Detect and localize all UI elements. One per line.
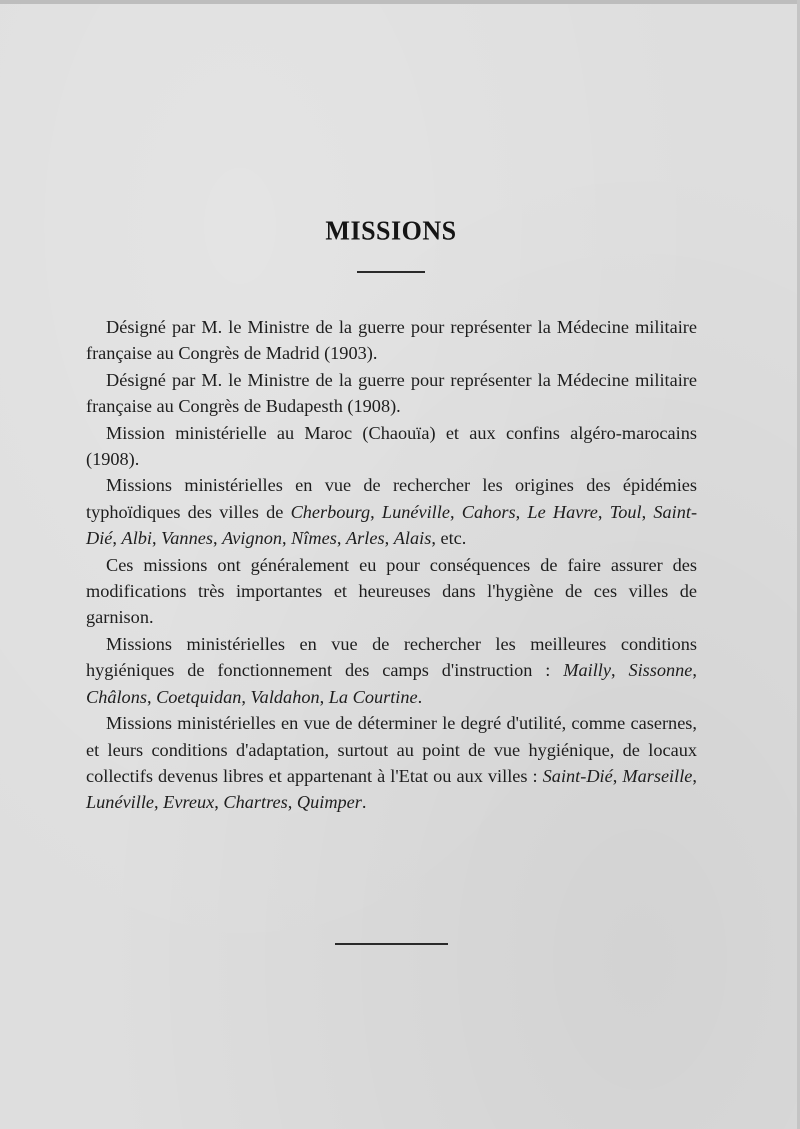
- paragraph: [86, 314, 697, 367]
- place-name: Vannes: [161, 528, 213, 549]
- text-segment: Mission ministérielle au Maroc (Chaouïa) et aux confins algéro-marocains (1908).: [86, 422, 697, 470]
- place-name: Cahors: [461, 501, 516, 522]
- text-segment: Ces missions ont généralement eu pour conséquences de faire assurer des modifications très importantes et heureuses dans l'hygiène de ces villes de garnison.: [86, 554, 697, 628]
- text-segment: ,: [641, 501, 654, 522]
- paragraph: [86, 472, 697, 551]
- body-text: [86, 314, 697, 816]
- page-title: MISSIONS: [325, 215, 457, 246]
- place-name: Châlons: [86, 686, 147, 707]
- place-name: Cherbourg: [290, 501, 371, 522]
- text-segment: ,: [449, 501, 462, 522]
- text-segment: Missions ministérielles en vue de rechercher les origines des épidémies typhoïdiques des villes de: [86, 475, 697, 522]
- text-segment: , etc.: [431, 528, 467, 549]
- title-rule: [357, 271, 425, 273]
- text-segment: Désigné par M. le Ministre de la guerre pour représenter la Médecine militaire française au Congrès de Budapesth (1908).: [86, 369, 697, 417]
- text-segment: ,: [214, 792, 224, 813]
- text-segment: Missions ministérielles en vue de rechercher les meilleures conditions hygiéniques de fonctionnement des camps d'instruction :: [86, 633, 697, 681]
- place-name: Chartres: [223, 792, 288, 813]
- text-segment: ,: [370, 501, 382, 522]
- text-segment: ,: [112, 528, 122, 549]
- paragraph: [86, 631, 697, 710]
- text-segment: ,: [152, 528, 162, 549]
- text-segment: ,: [610, 660, 629, 681]
- place-name: Le Havre: [527, 501, 598, 522]
- place-name: Avignon: [222, 528, 283, 549]
- text-segment: ,: [287, 792, 297, 813]
- paragraph: [86, 367, 697, 420]
- text-segment: ,: [612, 765, 623, 786]
- text-segment: ,: [692, 660, 697, 681]
- place-name: Nîmes: [291, 528, 337, 549]
- text-segment: ,: [146, 686, 157, 707]
- text-segment: .: [417, 686, 423, 707]
- text-segment: ,: [384, 528, 394, 549]
- place-name: Coetquidan: [156, 686, 242, 707]
- place-name: Saint-Dié: [542, 765, 613, 786]
- place-name: Evreux: [163, 792, 215, 813]
- place-name: Alais: [393, 528, 432, 549]
- place-name: Lunéville: [381, 501, 450, 522]
- place-name: Arles: [346, 528, 385, 549]
- paragraph: [86, 552, 697, 631]
- place-name: La Courtine: [328, 686, 418, 707]
- place-name: Valdahon: [250, 686, 320, 707]
- text-segment: ,: [515, 501, 528, 522]
- text-segment: ,: [154, 792, 164, 813]
- paragraph: [86, 710, 697, 816]
- paragraph: [86, 420, 697, 473]
- place-name: Toul: [609, 501, 642, 522]
- text-segment: ,: [282, 528, 292, 549]
- place-name: Marseille: [622, 765, 693, 786]
- place-name: Albi: [121, 528, 153, 549]
- text-segment: .: [361, 792, 367, 813]
- text-segment: ,: [319, 686, 329, 707]
- text-segment: ,: [692, 765, 697, 786]
- place-name: Saint-Dié: [86, 501, 698, 549]
- text-segment: Missions ministérielles en vue de déterminer le degré d'utilité, comme casernes, et leurs conditions d'adaptation, surtout au point de vue hygiénique, de locaux collectifs devenus libres et appartenant à l'Etat ou aux villes :: [86, 713, 697, 786]
- place-name: Quimper: [296, 792, 362, 813]
- place-name: Sissonne: [628, 660, 693, 681]
- text-segment: ,: [212, 528, 223, 549]
- place-name: Mailly: [563, 660, 611, 681]
- page-top-edge: [0, 0, 800, 4]
- text-segment: ,: [336, 528, 346, 549]
- text-segment: ,: [241, 686, 251, 707]
- text-segment: ,: [597, 501, 610, 522]
- end-rule: [335, 943, 448, 945]
- text-segment: Désigné par M. le Ministre de la guerre pour représenter la Médecine militaire française au Congrès de Madrid (1903).: [86, 317, 697, 364]
- place-name: Lunéville: [86, 792, 155, 813]
